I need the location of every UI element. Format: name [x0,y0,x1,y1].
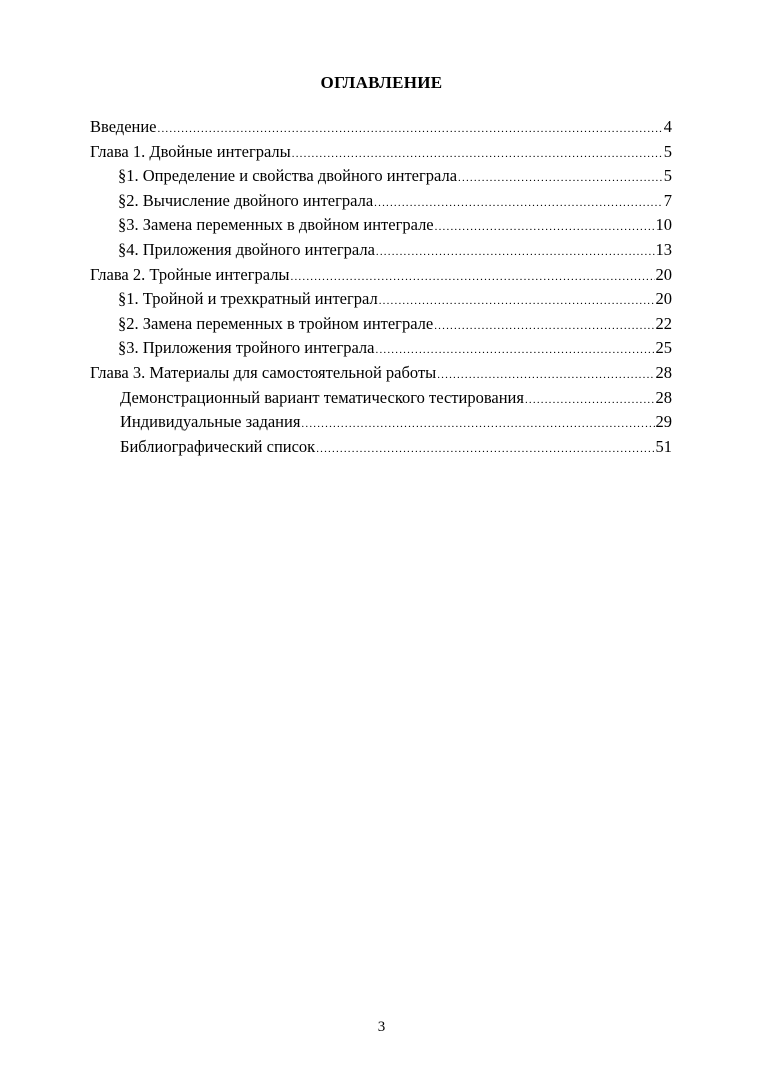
toc-entry-label: §2. Замена переменных в тройном интеграле [118,313,434,333]
toc-dot-leader [301,412,654,437]
toc-entry-page: 20 [655,289,672,309]
toc-dot-leader [435,215,655,240]
toc-entry-page: 5 [663,166,672,186]
toc-entry[interactable] [90,164,672,189]
toc-entry[interactable] [90,238,672,263]
toc-entry[interactable] [90,263,672,288]
toc-entry[interactable] [90,386,672,411]
toc-dot-leader [292,142,663,167]
toc-entry-label: Введение [90,117,157,136]
toc-entry-page: 51 [655,436,672,456]
toc-entry-page: 13 [655,239,672,259]
toc-entry-label: §2. Вычисление двойного интеграла [118,190,374,210]
toc-entry-page: 28 [655,362,672,382]
toc-entry-page: 5 [663,141,672,161]
toc-entry-label: Демонстрационный вариант тематического тестирования [120,387,524,407]
toc-dot-leader [158,117,663,142]
toc-dot-leader [291,265,655,290]
toc-entry[interactable] [90,213,672,238]
toc-dot-leader [434,314,654,339]
page-title: ОГЛАВЛЕНИЕ [320,73,443,92]
toc-entry-label: Библиографический список [120,436,316,456]
toc-entry-label: §1. Определение и свойства двойного интеграла [118,166,458,186]
toc-entry[interactable] [90,140,672,165]
toc-entry[interactable] [90,189,672,214]
toc-entry-label: §1. Тройной и трехкратный интеграл [118,289,378,309]
toc-dot-leader [437,363,654,388]
toc-entry-page: 29 [655,412,672,432]
toc-entry-page: 7 [663,190,672,210]
toc-dot-leader [376,240,655,265]
page-number: 3 [377,1019,386,1035]
toc-entry-page: 22 [655,313,672,333]
toc-entry-label: Глава 1. Двойные интегралы [90,141,291,161]
toc-entry-page: 25 [655,338,672,358]
toc-dot-leader [379,289,655,314]
toc-entry-label: Глава 3. Материалы для самостоятельной работы [90,362,437,382]
toc-dot-leader [374,191,663,216]
toc-entry[interactable] [90,312,672,337]
toc-entry-label: Глава 2. Тройные интегралы [90,264,290,284]
toc-entry-label: §3. Замена переменных в двойном интеграле [118,215,434,235]
toc-entry-page: 20 [655,264,672,284]
table-of-contents [90,115,672,459]
toc-entry[interactable] [90,115,672,140]
toc-entry[interactable] [90,287,672,312]
toc-dot-leader [316,437,654,462]
toc-dot-leader [525,388,655,413]
toc-entry-page: 10 [655,215,672,235]
toc-entry[interactable] [90,410,672,435]
toc-entry-label: §3. Приложения тройного интеграла [118,338,375,358]
toc-entry-label: Индивидуальные задания [120,412,301,432]
toc-entry[interactable] [90,361,672,386]
toc-entry-page: 28 [655,387,672,407]
toc-entry[interactable] [90,336,672,361]
toc-entry-label: §4. Приложения двойного интеграла [118,239,375,259]
toc-dot-leader [376,338,655,363]
toc-entry[interactable] [90,435,672,460]
toc-entry-page: 4 [663,117,672,136]
toc-dot-leader [458,166,663,191]
